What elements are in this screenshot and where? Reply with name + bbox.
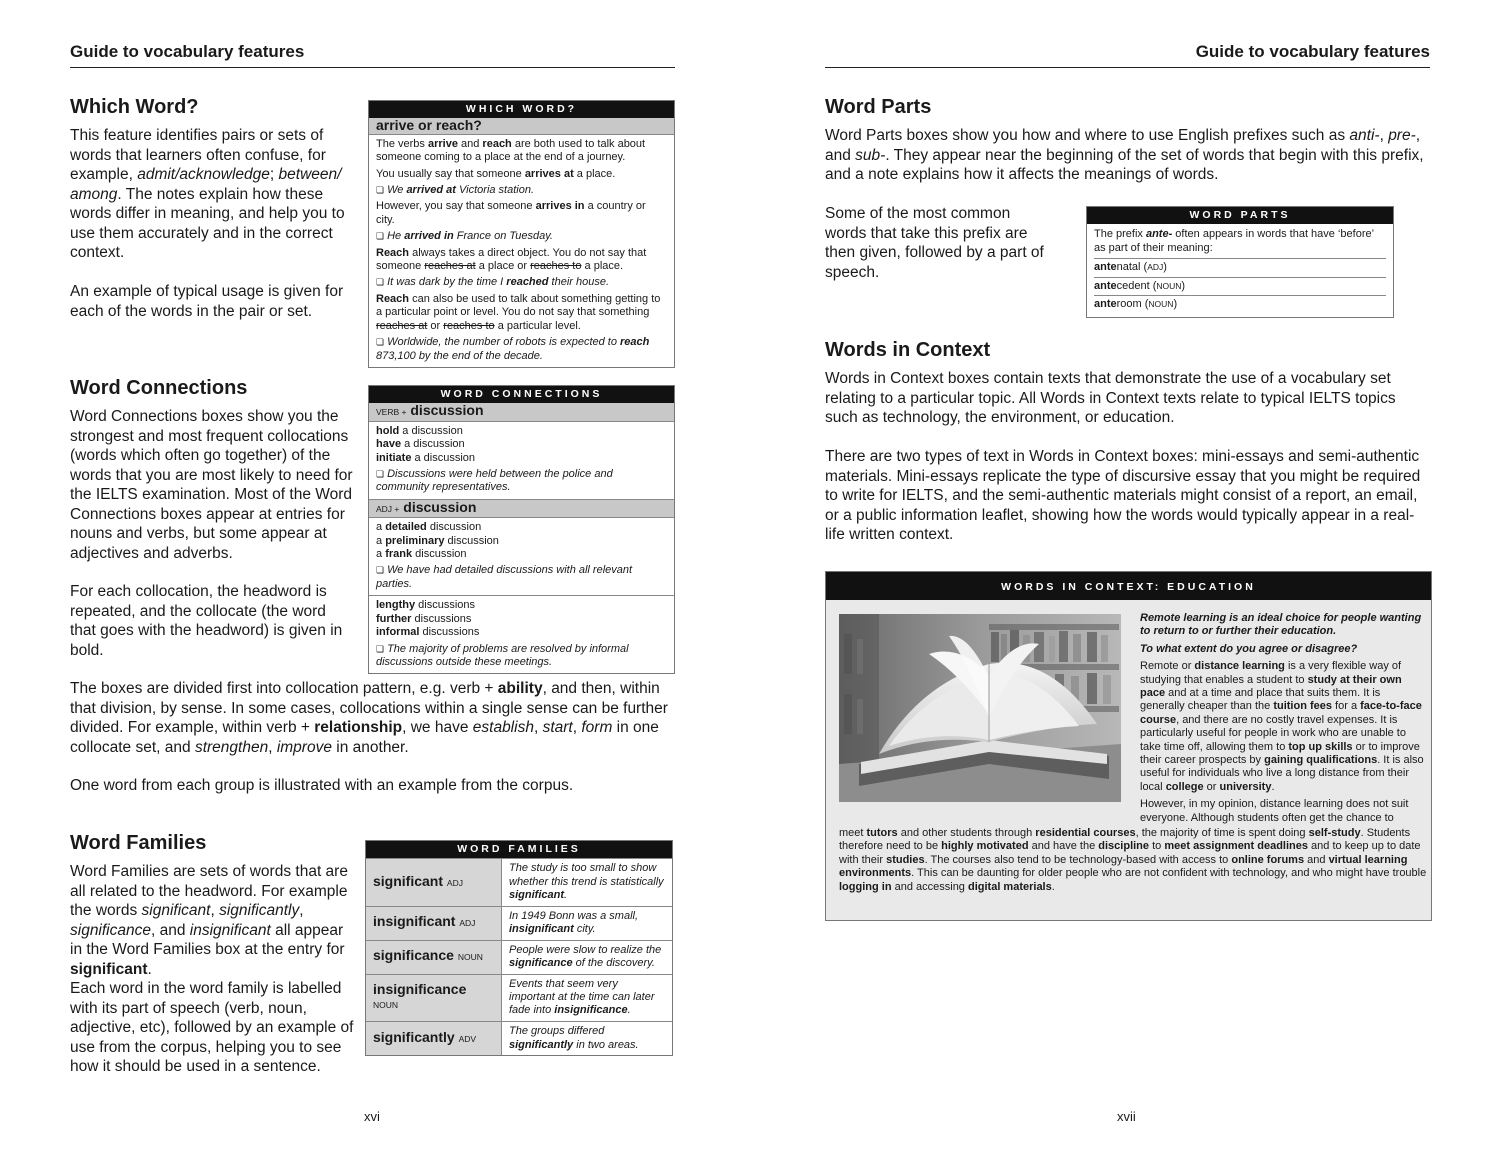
words-in-context-box (825, 571, 1432, 921)
family-example: People were slow to realize the significance of the discovery. (502, 940, 673, 974)
box-example: ❏ It was dark by the time I reached their house. (376, 276, 667, 289)
family-example: The groups differed significantly in two areas. (502, 1021, 673, 1055)
collocation: have a discussion (376, 438, 465, 451)
word-families-box (365, 840, 673, 1056)
word-parts-heading: Word Parts (825, 96, 932, 118)
word-families-intro: Word Families are sets of words that are all related to the headword. For example the words significant, significantly, significance, and insignificant all appear in the Word Families box at the entry for significant. (70, 863, 348, 978)
collocation: a preliminary discussion (376, 534, 499, 547)
collocation: a detailed discussion (376, 521, 482, 534)
essay-paragraph: However, in my opinion, distance learning does not suit everyone. Although students often get the chance to (1140, 798, 1409, 824)
essay-prompt: Remote learning is an ideal choice for people wanting to return to or further their education. (1140, 612, 1422, 638)
word-parts-box (1086, 206, 1394, 318)
word-families-pos-note: Each word in the word family is labelled with its part of speech (verb, noun, adjective, etc), followed by an example of use from the corpus, helping you to see how it should be used in a sentence. (70, 980, 354, 1075)
word-families-table (366, 858, 672, 1055)
word-connections-heading: Word Connections (70, 377, 248, 399)
word-connections-bold-note: For each collocation, the headword is repeated, and the collocate (the word that goes with the headword) is given in bold. (70, 583, 343, 659)
collocation: lengthy discussions (376, 599, 476, 612)
essay-paragraph: Remote or distance learning is a very flexible way of studying that enables a student to study at their own pace and at a time and place that suits them. It is generally cheaper than the tuition fees for a face-to-face course, and there are no costly travel expenses. It is particularly useful for people in work who are unable to take time off, allowing them to top up skills or to improve their career prospects by gaining qualifications. It is also useful for individuals who live a long distance from their local college or university. (1140, 660, 1424, 793)
collocation-pattern-verb: VERB + discussion (369, 403, 674, 421)
word-families-heading: Word Families (70, 832, 207, 854)
which-word-box (368, 100, 675, 368)
left-page-number: xvi (364, 1109, 380, 1124)
collocation: a frank discussion (376, 548, 467, 561)
family-example: The study is too small to show whether this trend is statistically significant. (502, 859, 673, 906)
table-row (366, 974, 672, 1021)
right-page-number: xvii (1117, 1109, 1136, 1124)
collocation-example: ❏ We have had detailed discussions with all relevant parties. (376, 564, 667, 591)
which-word-box-title: WHICH WORD? (369, 101, 674, 118)
word-connections-box (368, 385, 675, 674)
word-parts-box-title: WORD PARTS (1087, 207, 1393, 224)
family-word: insignificance NOUN (366, 974, 502, 1021)
table-row (366, 859, 672, 906)
prefix-word: anteroom (NOUN) (1094, 295, 1386, 313)
open-book-illustration (839, 614, 1121, 802)
family-word: significant ADJ (366, 859, 502, 906)
which-word-box-body (369, 135, 674, 367)
context-essay-bottom: meet tutors and other students through residential courses, the majority of time is spent doing self-study. Students therefore need to be highly motivated and have the discipline to meet assignment deadlines and to keep up to date with their studies. The courses also tend to be technology-based with access to online forums and virtual learning environments. This can be daunting for older people who are not confident with technology, and who might have trouble logging in and accessing digital materials. (839, 827, 1427, 893)
box-example: ❏ Worldwide, the number of robots is expected to reach 873,100 by the end of the decade. (376, 336, 667, 363)
essay-question: To what extent do you agree or disagree? (1140, 642, 1358, 655)
which-word-heading: Which Word? (70, 96, 199, 118)
box-line: However, you say that someone arrives in a country or city. (376, 200, 646, 226)
box-example: ❏ We arrived at Victoria station. (376, 184, 667, 197)
words-in-context-box-body (826, 600, 1431, 920)
collocation-pattern-adj: ADJ + discussion (369, 499, 674, 518)
box-line: The verbs arrive and reach are both used to talk about someone coming to a place at the end of a journey. (376, 137, 646, 164)
box-example: ❏ He arrived in France on Tuesday. (376, 230, 667, 243)
context-essay-top (1140, 612, 1426, 825)
family-example: In 1949 Bonn was a small, insignificant city. (502, 906, 673, 940)
collocation: hold a discussion (376, 424, 463, 437)
family-word: significantly ADV (366, 1021, 502, 1055)
family-word: significance NOUN (366, 940, 502, 974)
collocation-group (369, 518, 674, 596)
words-in-context-types: There are two types of text in Words in Context boxes: mini-essays and semi-authentic materials. Mini-essays replicate the type of discursive essay that you might be required to write for IELTS, and the semi-authentic materials might consist of a report, an email, or a public information leaflet, showing how the words would typically appear in a real-life written context. (825, 448, 1421, 543)
word-connections-division-note: The boxes are divided first into collocation pattern, e.g. verb + ability, and then, within that division, by sense. In some cases, collocations within a single sense can be further divided. For example, within verb + relationship, we have establish, start, form in one collocate set, and strengthen, improve in another. (70, 680, 668, 756)
table-row (366, 906, 672, 940)
box-line: Reach can also be used to talk about something getting to a particular point or level. You do not say that something reaches at or reaches to a particular level. (376, 292, 661, 332)
words-in-context-box-title: WORDS IN CONTEXT: EDUCATION (826, 572, 1431, 600)
word-parts-common-words: Some of the most common words that take this prefix are then given, followed by a part of speech. (825, 205, 1044, 281)
table-row (366, 1021, 672, 1055)
word-connections-example-note: One word from each group is illustrated with an example from the corpus. (70, 777, 574, 794)
collocation: further discussions (376, 612, 472, 625)
collocation-example: ❏ Discussions were held between the police and community representatives. (376, 468, 667, 495)
which-word-intro: This feature identifies pairs or sets of words that learners often confuse, for example, admit/acknowledge; between/ among. The notes explain how these words differ in meaning, and help you to use them accurately and in the correct context. (70, 127, 345, 261)
which-word-box-subtitle: arrive or reach? (369, 118, 674, 134)
table-row (366, 940, 672, 974)
open-book-photo (839, 614, 1121, 802)
family-example: Events that seem very important at the time can later fade into insignificance. (502, 974, 673, 1021)
collocation: initiate a discussion (376, 451, 476, 464)
box-line: Reach always takes a direct object. You do not say that someone reaches at a place or reaches to a place. (376, 246, 647, 273)
word-connections-intro: Word Connections boxes show you the strongest and most frequent collocations (words which often go together) of the words that you are most likely to need for the IELTS examination. Most of the Word Connections boxes appear at entries for nouns and verbs, but some appear at adjectives and adverbs. (70, 408, 353, 562)
word-parts-box-body (1087, 224, 1393, 317)
collocation-example: ❏ The majority of problems are resolved by informal discussions outside these meetings. (376, 643, 667, 670)
right-running-head: Guide to vocabulary features (825, 42, 1430, 68)
box-line: You usually say that someone arrives at a place. (376, 167, 616, 180)
word-parts-intro: Word Parts boxes show you how and where to use English prefixes such as anti-, pre-, and sub-. They appear near the beginning of the set of words that begin with this prefix, and a note explains how it affects the meanings of words. (825, 127, 1424, 183)
which-word-usage-note: An example of typical usage is given for each of the words in the pair or set. (70, 283, 344, 320)
prefix-word: antecedent (NOUN) (1094, 277, 1386, 295)
word-connections-box-title: WORD CONNECTIONS (369, 386, 674, 403)
collocation-group (369, 422, 674, 499)
prefix-word: antenatal (ADJ) (1094, 258, 1386, 276)
word-families-box-title: WORD FAMILIES (366, 841, 672, 858)
words-in-context-intro: Words in Context boxes contain texts that demonstrate the use of a vocabulary set relating to a particular topic. All Words in Context texts relate to typical IELTS topics such as technology, the environment, or education. (825, 370, 1396, 426)
words-in-context-heading: Words in Context (825, 339, 991, 361)
family-word: insignificant ADJ (366, 906, 502, 940)
collocation-group (369, 596, 674, 673)
prefix-intro: The prefix ante- often appears in words that have ‘before’ as part of their meaning: (1094, 228, 1374, 254)
left-running-head: Guide to vocabulary features (70, 42, 675, 68)
collocation: informal discussions (376, 626, 480, 639)
